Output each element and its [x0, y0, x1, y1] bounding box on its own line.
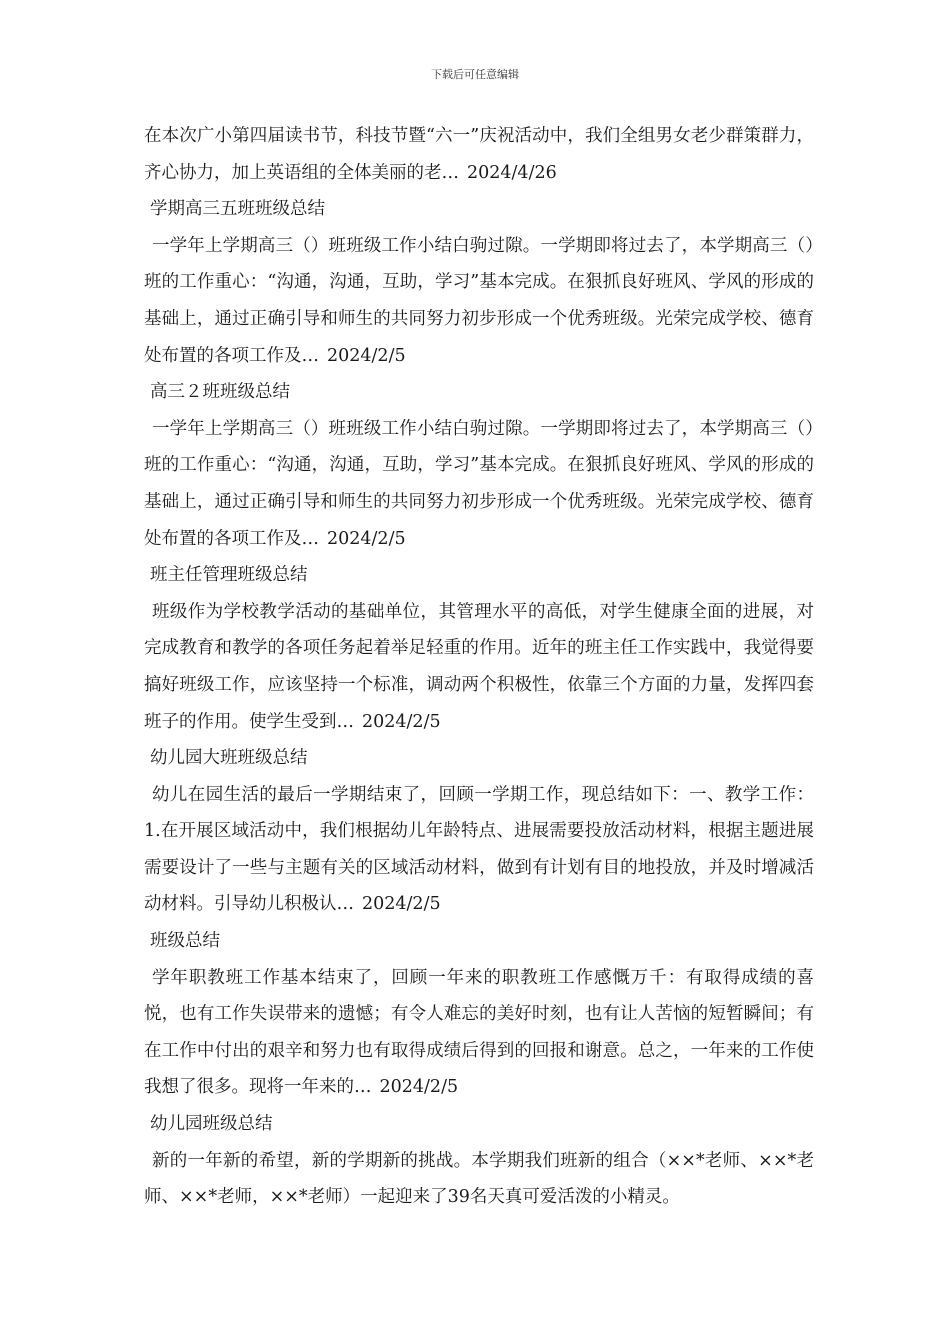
entry-text: 幼儿在园生活的最后一学期结束了，回顾一学期工作，现总结如下：一、教学工作： 1.在开展区域活动中，我们根据幼儿年龄特点、进展需要投放活动材料，根据主题进展需要设计了一些与主题有关的区域活动材料，做到有计划有目的地投放，并及时增减活动材料。引导幼儿积极认… [144, 784, 814, 915]
entry-body [144, 118, 814, 191]
entry-body [144, 594, 814, 740]
entry-date: 2024/2/5 [362, 711, 441, 732]
entry-text: 一学年上学期高三（）班班级工作小结白驹过隙。一学期即将过去了，本学期高三（）班的工作重心：“沟通，沟通，互助，学习”基本完成。在狠抓良好班风、学风的形成的基础上，通过正确引导和师生的共同努力初步形成一个优秀班级。光荣完成学校、德育处布置的各项工作及… [144, 235, 814, 366]
entry-date: 2024/4/26 [467, 162, 557, 183]
entry-title: 班主任管理班级总结 [150, 565, 308, 586]
entry-date: 2024/2/5 [327, 528, 406, 549]
entry-text: 在本次广小第四届读书节，科技节暨“六一”庆祝活动中，我们全组男女老少群策群力，齐心协力，加上英语组的全体美丽的老… [144, 126, 814, 183]
entry-title: 幼儿园大班班级总结 [150, 748, 308, 769]
entry-body [144, 1143, 814, 1216]
entry-date: 2024/2/5 [379, 1077, 459, 1098]
entry-text: 学年职教班工作基本结束了，回顾一年来的职教班工作感慨万千：有取得成绩的喜悦，也有工作失误带来的遗憾；有令人难忘的美好时刻，也有让人苦恼的短暂瞬间；有在工作中付出的艰辛和努力也有取得成绩后得到的回报和谢意。总之，一年来的工作使我想了很多。现将一年来的… [144, 967, 814, 1098]
entry-body [144, 228, 814, 374]
entry-text: 一学年上学期高三（）班班级工作小结白驹过隙。一学期即将过去了，本学期高三（）班的工作重心：“沟通，沟通，互助，学习”基本完成。在狠抓良好班风、学风的形成的基础上，通过正确引导和师生的共同努力初步形成一个优秀班级。光荣完成学校、德育处布置的各项工作及… [144, 418, 814, 549]
entry-date: 2024/2/5 [362, 894, 441, 915]
document-body [144, 118, 814, 1216]
entry-title: 学期高三五班班级总结 [150, 199, 325, 220]
entry-title: 幼儿园班级总结 [150, 1114, 273, 1135]
entry-title: 高三２班班级总结 [150, 382, 290, 403]
entry-body [144, 411, 814, 557]
entry-date: 2024/2/5 [327, 345, 406, 366]
entry-body [144, 960, 814, 1106]
entry-text: 新的一年新的希望，新的学期新的挑战。本学期我们班新的组合（××*老师、××*老师、××*老师，××*老师）一起迎来了39名天真可爱活泼的小精灵。 [144, 1150, 814, 1208]
entry-text: 班级作为学校教学活动的基础单位，其管理水平的高低，对学生健康全面的进展，对完成教育和教学的各项任务起着举足轻重的作用。近年的班主任工作实践中，我觉得要搞好班级工作，应该坚持一个标准，调动两个积极性，依靠三个方面的力量，发挥四套班子的作用。使学生受到… [144, 601, 814, 732]
page-header: 下载后可任意编辑 [431, 68, 519, 81]
entry-body [144, 777, 814, 923]
entry-title: 班级总结 [150, 931, 220, 952]
